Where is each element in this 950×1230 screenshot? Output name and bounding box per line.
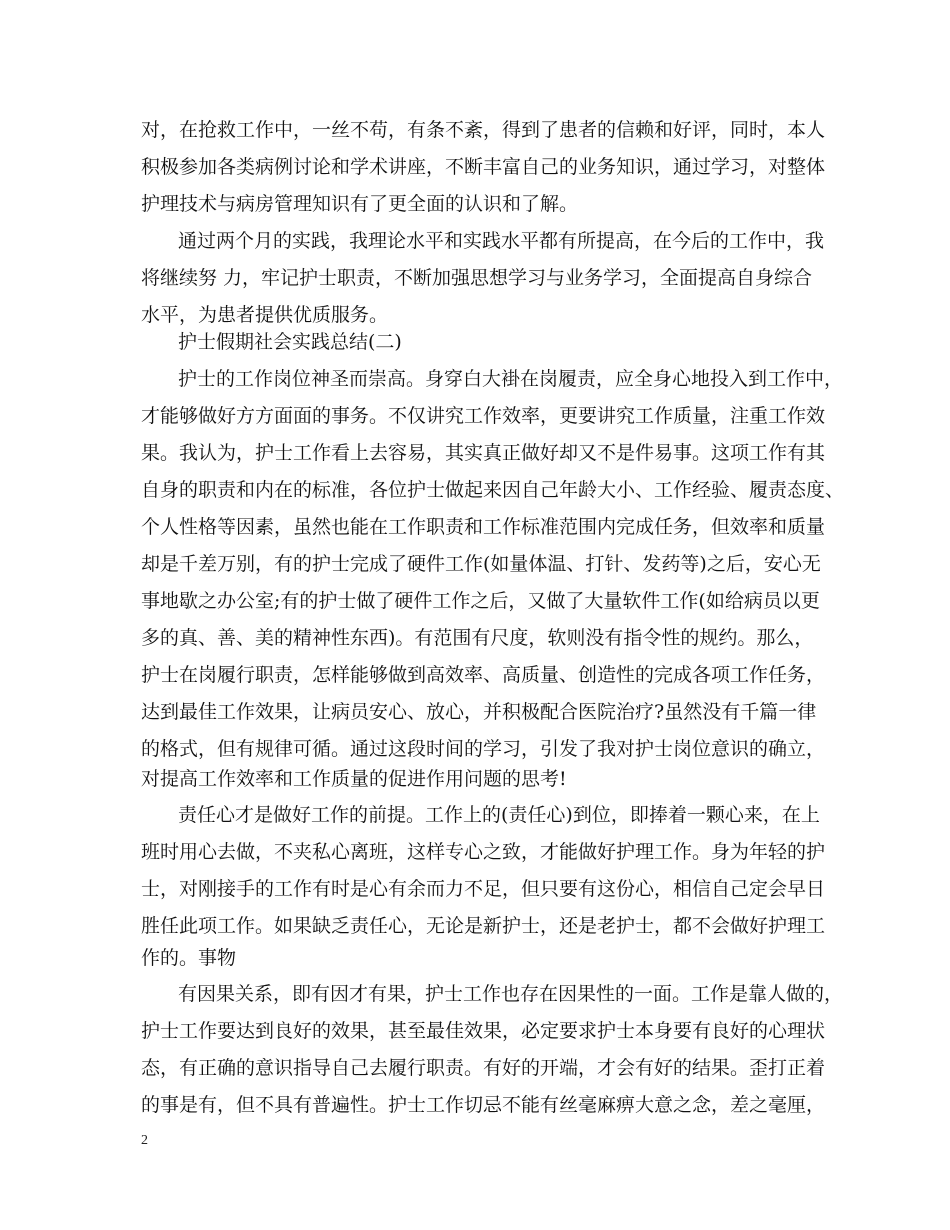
text-line: 的事是有，但不具有普遍性。护士工作切忌不能有丝毫麻痹大意之念，差之毫厘，	[141, 1094, 826, 1116]
text-line: 责任心才是做好工作的前提。工作上的(责任心)到位，即捧着一颗心来，在上	[178, 804, 820, 826]
text-line: 的格式，但有规律可循。通过这段时间的学习，引发了我对护士岗位意识的确立，	[141, 738, 826, 760]
text-line: 护士的工作岗位神圣而崇高。身穿白大褂在岗履责，应全身心地投入到工作中，	[178, 368, 844, 390]
section-heading: 护士假期社会实践总结(二)	[178, 331, 402, 353]
text-line: 才能够做好方方面面的事务。不仅讲究工作效率，更要讲究工作质量，注重工作效	[141, 405, 826, 427]
text-line: 果。我认为，护士工作看上去容易，其实真正做好却又不是件易事。这项工作有其	[141, 442, 826, 464]
text-line: 水平，为患者提供优质服务。	[141, 304, 389, 326]
text-line: 护士工作要达到良好的效果，甚至最佳效果，必定要求护士本身要有良好的心理状	[141, 1020, 826, 1042]
text-line: 将继续努 力，牢记护士职责，不断加强思想学习与业务学习，全面提高自身综合	[141, 267, 813, 289]
text-line: 事地歇之办公室;有的护士做了硬件工作之后，又做了大量软件工作(如给病员以更	[141, 590, 820, 612]
text-line: 护理技术与病房管理知识有了更全面的认识和了解。	[141, 193, 579, 215]
text-line: 有因果关系，即有因才有果，护士工作也存在因果性的一面。工作是靠人做的，	[178, 983, 844, 1005]
text-line: 胜任此项工作。如果缺乏责任心，无论是新护士，还是老护士，都不会做好护理工	[141, 915, 826, 937]
text-line: 积极参加各类病例讨论和学术讲座，不断丰富自己的业务知识，通过学习，对整体	[141, 156, 826, 178]
text-line: 士，对刚接手的工作有时是心有余而力不足，但只要有这份心，相信自己定会早日	[141, 878, 826, 900]
text-line: 达到最佳工作效果，让病员安心、放心，并积极配合医院治疗?虽然没有千篇一律	[141, 701, 817, 723]
text-line: 作的。事物	[141, 947, 237, 969]
page-number: 2	[141, 1133, 148, 1148]
text-line: 通过两个月的实践，我理论水平和实践水平都有所提高，在今后的工作中，我	[178, 230, 825, 252]
text-line: 班时用心去做，不夹私心离班，这样专心之致，才能做好护理工作。身为年轻的护	[141, 841, 826, 863]
text-line: 个人性格等因素，虽然也能在工作职责和工作标准范围内完成任务，但效率和质量	[141, 516, 826, 538]
text-line: 态，有正确的意识指导自己去履行职责。有好的开端，才会有好的结果。歪打正着	[141, 1057, 826, 1079]
text-line: 多的真、善、美的精神性东西)。有范围有尺度，软则没有指令性的规约。那么，	[141, 627, 814, 649]
text-line: 对，在抢救工作中，一丝不苟，有条不紊，得到了患者的信赖和好评，同时，本人	[141, 119, 826, 141]
text-line: 护士在岗履行职责，怎样能够做到高效率、高质量、创造性的完成各项工作任务，	[141, 664, 826, 686]
text-line: 却是千差万别，有的护士完成了硬件工作(如量体温、打针、发药等)之后，安心无	[141, 553, 821, 575]
text-line: 对提高工作效率和工作质量的促进作用问题的思考!	[141, 768, 567, 790]
text-line: 自身的职责和内在的标准，各位护士做起来因自己年龄大小、工作经验、履责态度、	[141, 479, 845, 501]
